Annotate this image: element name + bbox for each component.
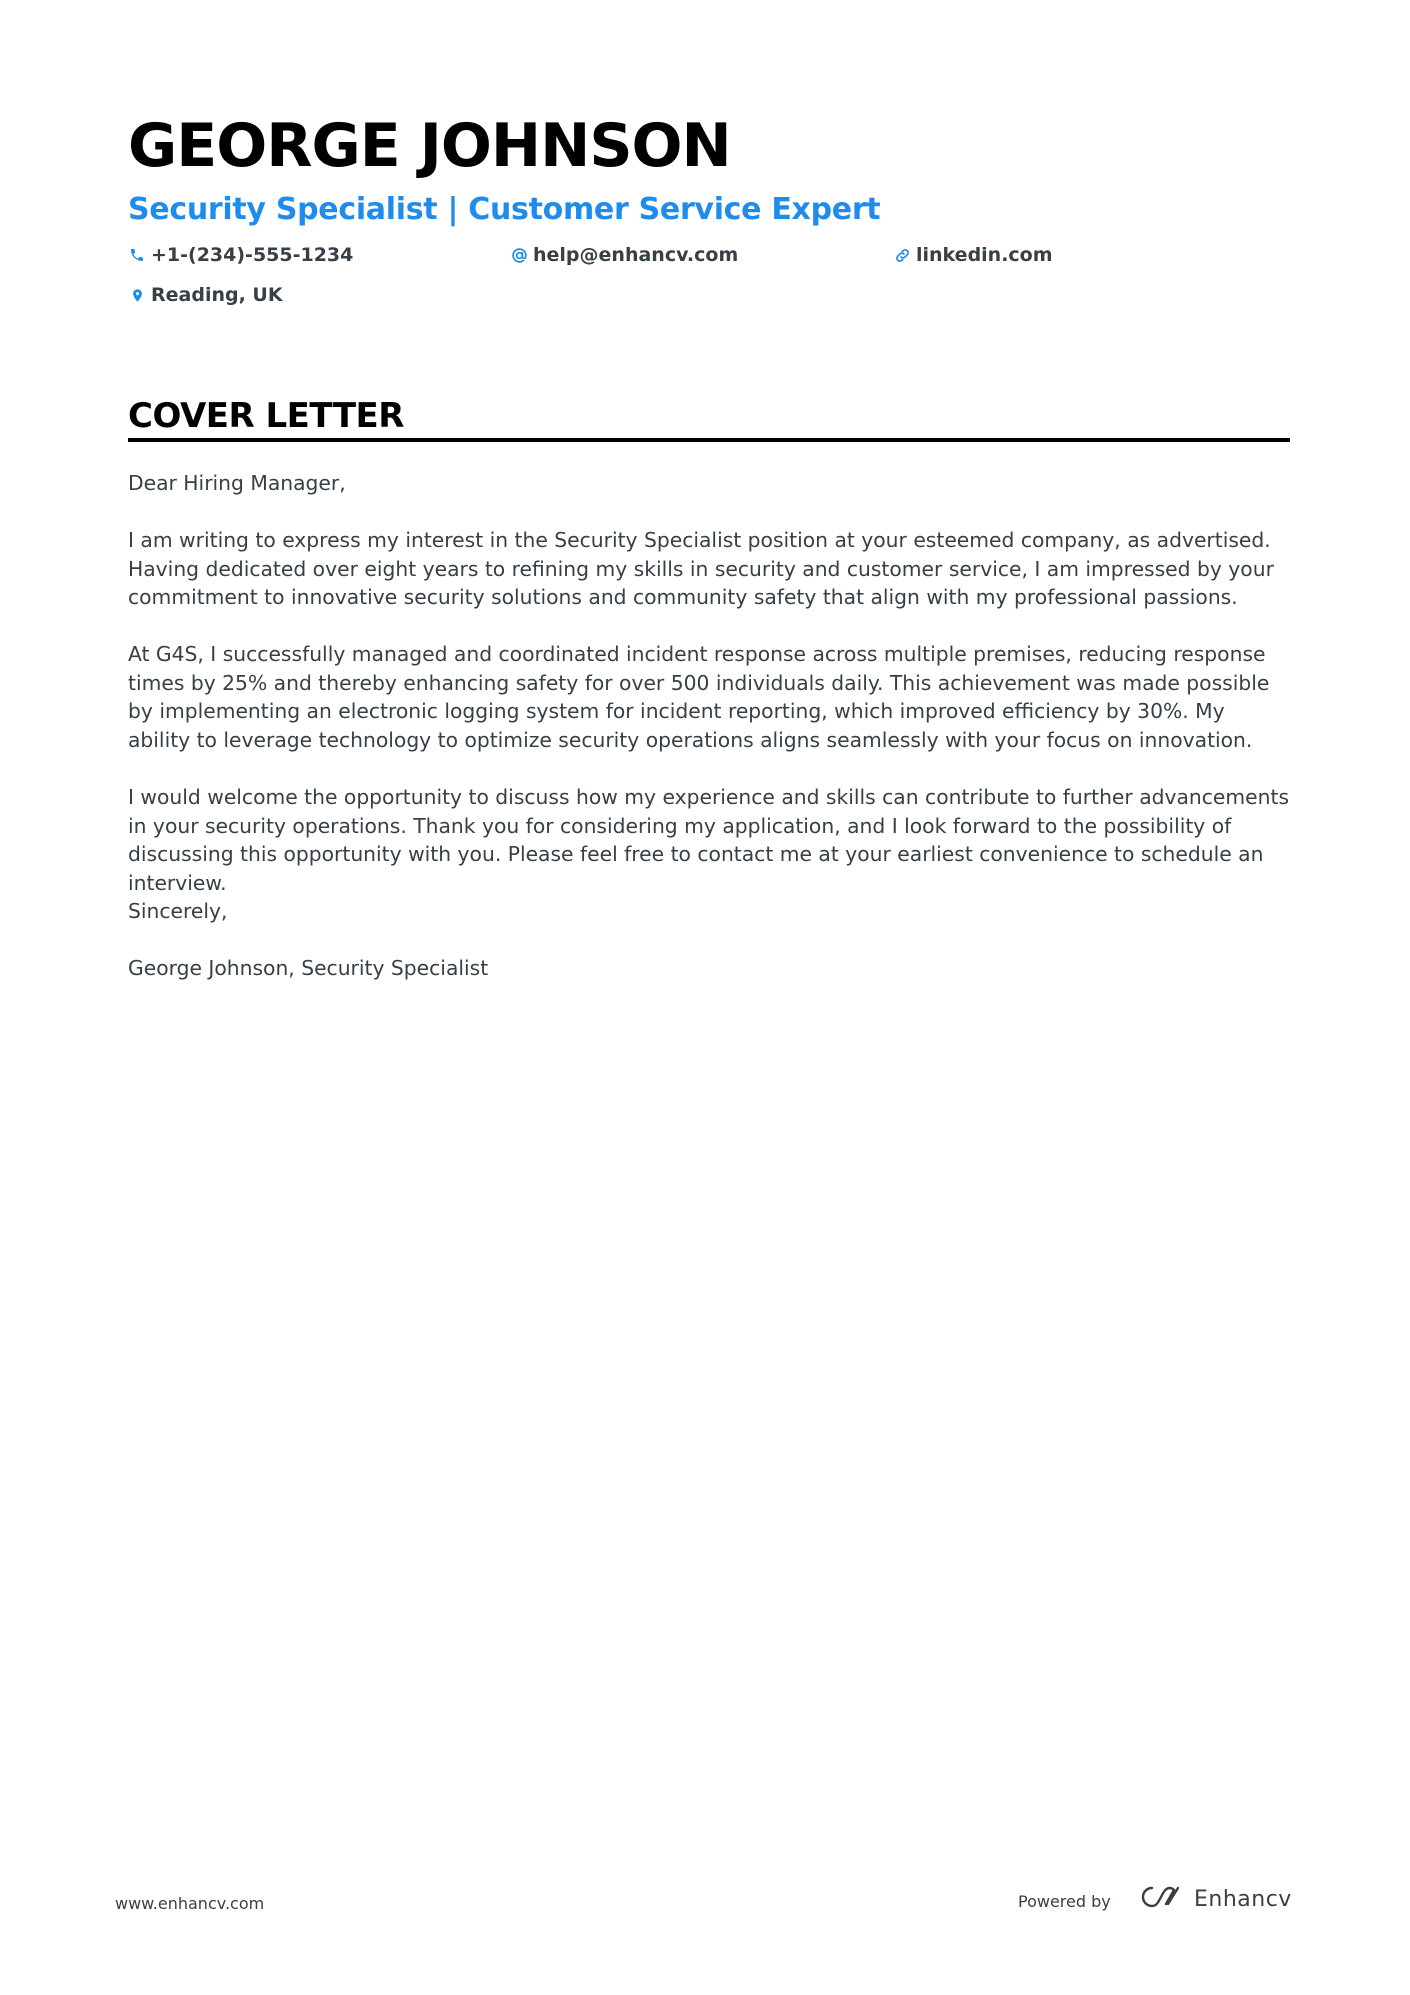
candidate-headline: Security Specialist | Customer Service Expert (128, 192, 881, 227)
footer-brand[interactable] (1138, 1884, 1292, 1915)
letter-paragraph: At G4S, I successfully managed and coordinated incident response across multiple premises, reducing response times by 25% and thereby enhancing safety for over 500 individuals daily. This achievement was made possible by implementing an electronic logging system for incident reporting, which improved efficiency by 30%. My ability to leverage technology to optimize security operations aligns seamlessly with your focus on innovation. (128, 642, 1270, 752)
brand-name: Enhancv (1194, 1887, 1292, 1912)
map-pin-icon (128, 286, 146, 304)
letter-paragraph: I am writing to express my interest in the Security Specialist position at your esteemed company, as advertised. Having dedicated over eight years to refining my skills in security and customer service, I am impressed by your commitment to innovative security solutions and community safety that align with my professional passions. (128, 528, 1274, 610)
letter-closing: Sincerely, (128, 899, 228, 923)
at-icon (510, 246, 528, 264)
contact-email[interactable] (510, 242, 738, 268)
link-icon (893, 246, 911, 264)
letter-greeting: Dear Hiring Manager, (128, 471, 346, 495)
letter-paragraph: I would welcome the opportunity to discuss how my experience and skills can contribute to further advancements in your security operations. Thank you for considering my application, and I look forward to the possibility of discussing this opportunity with you. Please feel free to contact me at your earliest convenience to schedule an interview. (128, 785, 1290, 895)
contact-phone-text: +1-(234)-555-1234 (151, 244, 354, 266)
letter-signature: George Johnson, Security Specialist (128, 956, 489, 980)
contact-phone[interactable] (128, 242, 353, 268)
section-divider (128, 438, 1290, 442)
powered-by-label: Powered by (1018, 1892, 1111, 1911)
contact-location-text: Reading, UK (151, 284, 283, 306)
contact-email-text: help@enhancv.com (533, 244, 739, 266)
footer-website-link[interactable]: www.enhancv.com (115, 1894, 265, 1913)
contact-link[interactable] (893, 242, 1053, 268)
contact-link-text: linkedin.com (916, 244, 1053, 266)
candidate-name: GEORGE JOHNSON (128, 111, 731, 181)
phone-icon (128, 246, 146, 264)
section-title: COVER LETTER (128, 396, 404, 436)
enhancv-logo-icon (1138, 1884, 1186, 1915)
contact-location (128, 282, 283, 308)
